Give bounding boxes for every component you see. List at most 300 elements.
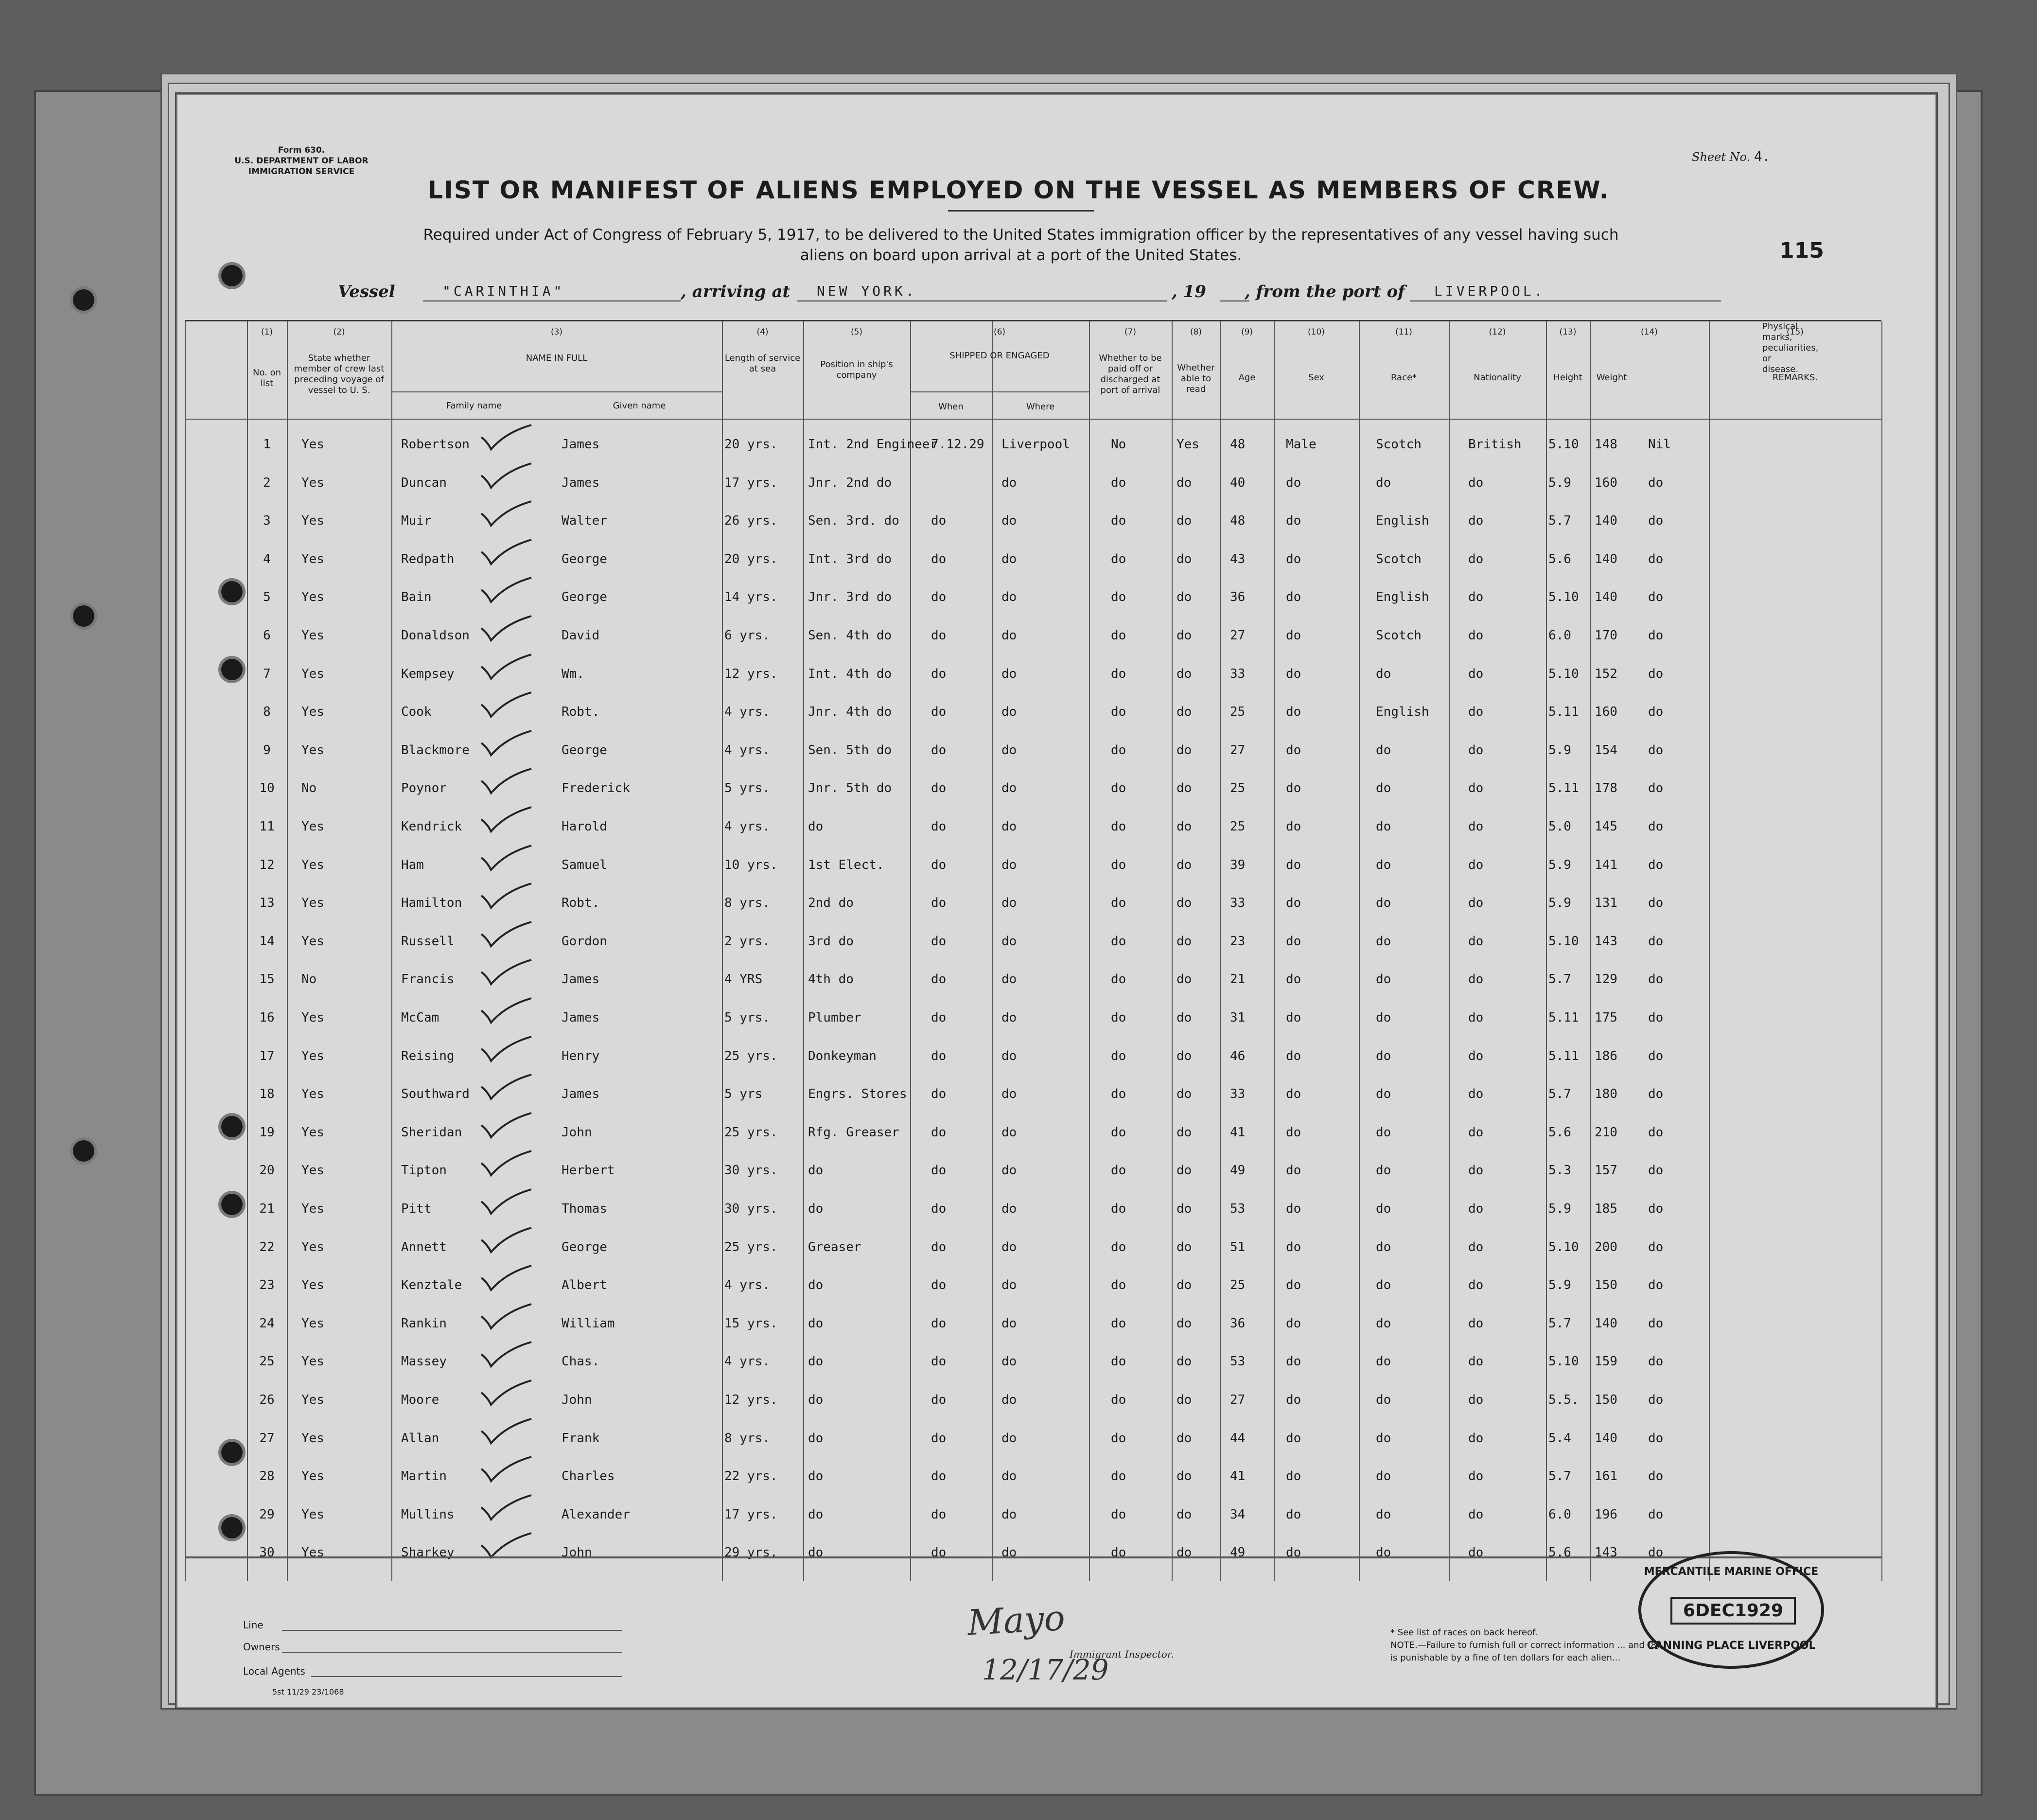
cell-family: Tipton xyxy=(401,1163,447,1178)
cell-nationality: British xyxy=(1468,437,1522,452)
cell-nationality: do xyxy=(1468,1545,1484,1560)
cell-nationality: do xyxy=(1468,666,1484,681)
cell-height: 5.10 xyxy=(1548,590,1579,605)
cell-when: do xyxy=(931,1354,947,1369)
cell-paid: do xyxy=(1111,513,1126,529)
cell-paid: do xyxy=(1111,1278,1126,1293)
cell-when: do xyxy=(931,934,947,949)
cell-paid: do xyxy=(1111,934,1126,949)
column-number: (15) xyxy=(1787,327,1804,337)
cell-race: do xyxy=(1376,972,1391,987)
name-subheader-rule xyxy=(391,391,722,392)
punch-hole xyxy=(73,1140,94,1162)
header-remarks: REMARKS. xyxy=(1772,372,1818,383)
header-when: When xyxy=(938,402,964,412)
cell-family: Muir xyxy=(401,513,432,529)
cell-position: Sen. 4th do xyxy=(808,628,892,643)
table-row xyxy=(185,580,1881,616)
cell-family: Poynor xyxy=(401,781,447,796)
cell-when: do xyxy=(931,590,947,605)
check-mark-icon xyxy=(479,1225,532,1255)
cell-height: 5.5. xyxy=(1548,1393,1579,1407)
cell-race: Scotch xyxy=(1376,628,1422,643)
cell-marks: do xyxy=(1648,628,1664,643)
cell-read: do xyxy=(1177,513,1192,529)
cell-when: do xyxy=(931,1393,947,1407)
cell-no: 15 xyxy=(259,972,275,987)
cell-where: do xyxy=(1001,1354,1017,1369)
cell-marks: do xyxy=(1648,1545,1664,1560)
check-mark-icon xyxy=(479,537,532,566)
cell-read: do xyxy=(1177,1048,1192,1063)
cell-length: 20 yrs. xyxy=(724,551,778,566)
cell-read: do xyxy=(1177,1239,1192,1255)
cell-where: do xyxy=(1001,1048,1017,1063)
subtitle-line-1: Required under Act of Congress of February 5, 1917, to be delivered to the United States immigration officer by the representatives of any vessel having such xyxy=(423,226,1619,244)
cell-sex: do xyxy=(1286,1087,1301,1102)
sheet-number xyxy=(1692,148,1771,164)
header-weight: Weight xyxy=(1596,372,1627,383)
cell-member: Yes xyxy=(301,1469,324,1484)
cell-read: do xyxy=(1177,819,1192,834)
cell-paid: do xyxy=(1111,742,1126,758)
cell-sex: do xyxy=(1286,1469,1301,1484)
cell-sex: do xyxy=(1286,1316,1301,1331)
cell-given: George xyxy=(562,551,607,566)
cell-length: 12 yrs. xyxy=(724,666,778,681)
cell-no: 8 xyxy=(263,705,271,720)
cell-member: Yes xyxy=(301,1239,324,1255)
cell-position: 1st Elect. xyxy=(808,857,884,872)
cell-no: 4 xyxy=(263,551,271,566)
cell-no: 22 xyxy=(259,1239,275,1255)
cell-read: do xyxy=(1177,742,1192,758)
cell-height: 5.10 xyxy=(1548,1239,1579,1255)
cell-sex: do xyxy=(1286,513,1301,529)
cell-position: do xyxy=(808,1278,824,1293)
cell-length: 4 yrs. xyxy=(724,742,770,758)
cell-sex: do xyxy=(1286,705,1301,720)
cell-position: do xyxy=(808,1545,824,1560)
year-label: , 19 xyxy=(1172,282,1206,301)
cell-where: do xyxy=(1001,1431,1017,1446)
cell-when: do xyxy=(931,742,947,758)
cell-sex: do xyxy=(1286,1163,1301,1178)
cell-weight: 140 xyxy=(1595,1316,1617,1331)
cell-weight: 170 xyxy=(1595,628,1617,643)
cell-age: 44 xyxy=(1230,1431,1246,1446)
cell-where: Liverpool xyxy=(1001,437,1070,452)
cell-sex: do xyxy=(1286,1278,1301,1293)
cell-length: 8 yrs. xyxy=(724,896,770,911)
form-department: U.S. DEPARTMENT OF LABOR xyxy=(234,156,369,166)
cell-paid: do xyxy=(1111,1048,1126,1063)
cell-where: do xyxy=(1001,513,1017,529)
cell-no: 14 xyxy=(259,934,275,949)
cell-member: Yes xyxy=(301,513,324,529)
cell-paid: do xyxy=(1111,1316,1126,1331)
check-mark-icon xyxy=(479,423,532,452)
cell-length: 25 yrs. xyxy=(724,1125,778,1140)
cell-position: Greaser xyxy=(808,1239,861,1255)
table-row xyxy=(185,1192,1881,1228)
cell-where: do xyxy=(1001,1239,1017,1255)
table-bottom-rule xyxy=(185,1556,1881,1558)
cell-height: 6.0 xyxy=(1548,1507,1571,1522)
cell-read: do xyxy=(1177,1278,1192,1293)
cell-length: 22 yrs. xyxy=(724,1469,778,1484)
cell-height: 5.6 xyxy=(1548,1125,1571,1140)
table-row xyxy=(185,1536,1881,1572)
cell-marks: do xyxy=(1648,1316,1664,1331)
cell-length: 4 yrs. xyxy=(724,705,770,720)
cell-no: 6 xyxy=(263,628,271,643)
cell-age: 33 xyxy=(1230,666,1246,681)
cell-marks: do xyxy=(1648,857,1664,872)
check-mark-icon xyxy=(479,1187,532,1216)
cell-read: do xyxy=(1177,475,1192,490)
cell-paid: do xyxy=(1111,1545,1126,1560)
cell-given: Herbert xyxy=(562,1163,615,1178)
cell-given: Henry xyxy=(562,1048,600,1063)
cell-given: James xyxy=(562,1010,600,1025)
column-number: (2) xyxy=(333,327,345,337)
cell-position: Jnr. 4th do xyxy=(808,705,892,720)
cell-nationality: do xyxy=(1468,1202,1484,1216)
cell-family: Hamilton xyxy=(401,896,462,911)
cell-race: do xyxy=(1376,1316,1391,1331)
line-label: Line xyxy=(243,1619,263,1631)
table-row xyxy=(185,427,1881,463)
cell-when: do xyxy=(931,1125,947,1140)
sheet-number-value: 4. xyxy=(1754,148,1771,164)
table-row xyxy=(185,1344,1881,1380)
cell-when: do xyxy=(931,1202,947,1216)
cell-nationality: do xyxy=(1468,1316,1484,1331)
cell-weight: 154 xyxy=(1595,742,1617,758)
cell-position: Donkeyman xyxy=(808,1048,877,1063)
check-mark-icon xyxy=(479,957,532,987)
cell-where: do xyxy=(1001,781,1017,796)
cell-weight: 185 xyxy=(1595,1202,1617,1216)
cell-race: do xyxy=(1376,857,1391,872)
cell-race: do xyxy=(1376,1163,1391,1178)
cell-member: Yes xyxy=(301,1048,324,1063)
arriving-port: NEW YORK. xyxy=(817,283,917,299)
cell-when: do xyxy=(931,1048,947,1063)
cell-read: do xyxy=(1177,628,1192,643)
cell-paid: do xyxy=(1111,972,1126,987)
sheet-number-label: Sheet No. xyxy=(1692,150,1751,164)
cell-nationality: do xyxy=(1468,705,1484,720)
cell-no: 12 xyxy=(259,857,275,872)
cell-height: 5.9 xyxy=(1548,896,1571,911)
cell-read: do xyxy=(1177,1087,1192,1102)
cell-marks: do xyxy=(1648,475,1664,490)
cell-weight: 140 xyxy=(1595,551,1617,566)
cell-marks: do xyxy=(1648,1010,1664,1025)
cell-paid: do xyxy=(1111,1431,1126,1446)
cell-nationality: do xyxy=(1468,628,1484,643)
cell-family: Kendrick xyxy=(401,819,462,834)
punch-hole xyxy=(73,289,94,311)
header-length: Length of service at sea xyxy=(724,353,801,374)
cell-given: William xyxy=(562,1316,615,1331)
cell-no: 20 xyxy=(259,1163,275,1178)
table-row xyxy=(185,1383,1881,1419)
cell-paid: do xyxy=(1111,1125,1126,1140)
cell-when: do xyxy=(931,1316,947,1331)
cell-given: Gordon xyxy=(562,934,607,949)
cell-where: do xyxy=(1001,896,1017,911)
cell-where: do xyxy=(1001,1010,1017,1025)
from-port: LIVERPOOL. xyxy=(1434,283,1545,299)
cell-no: 25 xyxy=(259,1354,275,1369)
cell-race: do xyxy=(1376,666,1391,681)
cell-sex: do xyxy=(1286,1393,1301,1407)
cell-read: do xyxy=(1177,1163,1192,1178)
cell-height: 5.7 xyxy=(1548,1469,1571,1484)
stamp-date: 6DEC1929 xyxy=(1670,1597,1796,1625)
cell-read: do xyxy=(1177,934,1192,949)
cell-family: Redpath xyxy=(401,551,455,566)
cell-read: do xyxy=(1177,590,1192,605)
check-mark-icon xyxy=(479,1378,532,1407)
cell-weight: 131 xyxy=(1595,896,1617,911)
cell-given: Thomas xyxy=(562,1202,607,1216)
cell-length: 25 yrs. xyxy=(724,1239,778,1255)
cell-family: Allan xyxy=(401,1431,439,1446)
cell-position: Int. 3rd do xyxy=(808,551,892,566)
header-name: NAME IN FULL xyxy=(526,353,588,363)
cell-weight: 186 xyxy=(1595,1048,1617,1063)
cell-length: 12 yrs. xyxy=(724,1393,778,1407)
cell-paid: do xyxy=(1111,1469,1126,1484)
cell-where: do xyxy=(1001,1125,1017,1140)
check-mark-icon xyxy=(479,996,532,1025)
cell-race: do xyxy=(1376,1010,1391,1025)
check-mark-icon xyxy=(479,1531,532,1560)
cell-where: do xyxy=(1001,705,1017,720)
cell-race: do xyxy=(1376,934,1391,949)
cell-given: Robt. xyxy=(562,705,600,720)
cell-race: English xyxy=(1376,513,1429,529)
cell-age: 40 xyxy=(1230,475,1246,490)
owners-label: Owners xyxy=(243,1641,280,1653)
cell-member: No xyxy=(301,781,317,796)
cell-read: do xyxy=(1177,1202,1192,1216)
cell-no: 9 xyxy=(263,742,271,758)
cell-race: do xyxy=(1376,1239,1391,1255)
cell-race: do xyxy=(1376,1393,1391,1407)
header-position: Position in ship's company xyxy=(820,359,893,380)
cell-member: Yes xyxy=(301,1163,324,1178)
cell-member: Yes xyxy=(301,1545,324,1560)
cell-family: Rankin xyxy=(401,1316,447,1331)
cell-length: 26 yrs. xyxy=(724,513,778,529)
cell-family: Moore xyxy=(401,1393,439,1407)
cell-position: do xyxy=(808,819,824,834)
table-row xyxy=(185,1001,1881,1037)
cell-height: 5.11 xyxy=(1548,781,1579,796)
cell-length: 10 yrs. xyxy=(724,857,778,872)
cell-family: Southward xyxy=(401,1087,470,1102)
cell-read: do xyxy=(1177,1354,1192,1369)
cell-no: 28 xyxy=(259,1469,275,1484)
cell-sex: do xyxy=(1286,1239,1301,1255)
cell-race: do xyxy=(1376,1507,1391,1522)
cell-family: Bain xyxy=(401,590,432,605)
cell-family: McCam xyxy=(401,1010,439,1025)
cell-sex: do xyxy=(1286,1048,1301,1063)
cell-sex: do xyxy=(1286,628,1301,643)
header-race: Race* xyxy=(1390,372,1417,383)
cell-weight: 150 xyxy=(1595,1393,1617,1407)
check-mark-icon xyxy=(479,1340,532,1369)
form-service: IMMIGRATION SERVICE xyxy=(248,167,355,177)
header-member: State whether member of crew last preceding voyage of vessel to U. S. xyxy=(294,353,385,395)
cell-age: 46 xyxy=(1230,1048,1246,1063)
cell-weight: 180 xyxy=(1595,1087,1617,1102)
cell-length: 4 YRS xyxy=(724,972,763,987)
cell-weight: 159 xyxy=(1595,1354,1617,1369)
cell-paid: do xyxy=(1111,705,1126,720)
cell-length: 4 yrs. xyxy=(724,1278,770,1293)
table-row xyxy=(185,1115,1881,1151)
inspector-signature: Mayo xyxy=(966,1597,1066,1643)
cell-marks: do xyxy=(1648,742,1664,758)
cell-height: 5.9 xyxy=(1548,857,1571,872)
title-underline xyxy=(948,210,1094,212)
cell-given: David xyxy=(562,628,600,643)
cell-given: Alexander xyxy=(562,1507,630,1522)
column-number: (4) xyxy=(756,327,769,337)
column-number: (10) xyxy=(1308,327,1325,337)
column-number: (6) xyxy=(993,327,1006,337)
cell-read: do xyxy=(1177,705,1192,720)
cell-weight: 175 xyxy=(1595,1010,1617,1025)
check-mark-icon xyxy=(479,690,532,719)
table-row xyxy=(185,1153,1881,1189)
cell-position: do xyxy=(808,1507,824,1522)
cell-member: Yes xyxy=(301,819,324,834)
cell-age: 27 xyxy=(1230,742,1246,758)
check-mark-icon xyxy=(479,1302,532,1331)
cell-height: 5.7 xyxy=(1548,1087,1571,1102)
cell-length: 25 yrs. xyxy=(724,1048,778,1063)
cell-family: Martin xyxy=(401,1469,447,1484)
from-label: , from the port of xyxy=(1245,282,1405,301)
cell-read: do xyxy=(1177,972,1192,987)
column-number: (9) xyxy=(1241,327,1253,337)
cell-given: Frederick xyxy=(562,781,630,796)
cell-read: do xyxy=(1177,1010,1192,1025)
header-shipped: SHIPPED OR ENGAGED xyxy=(949,351,1050,361)
cell-age: 53 xyxy=(1230,1354,1246,1369)
cell-position: Sen. 3rd. do xyxy=(808,513,899,529)
cell-position: do xyxy=(808,1354,824,1369)
cell-no: 16 xyxy=(259,1010,275,1025)
cell-read: do xyxy=(1177,1507,1192,1522)
cell-race: do xyxy=(1376,475,1391,490)
table-row xyxy=(185,695,1881,731)
cell-weight: 140 xyxy=(1595,513,1617,529)
cell-paid: do xyxy=(1111,628,1126,643)
cell-member: No xyxy=(301,972,317,987)
cell-paid: do xyxy=(1111,1354,1126,1369)
cell-weight: 157 xyxy=(1595,1163,1617,1178)
agents-rule xyxy=(311,1676,622,1677)
cell-paid: do xyxy=(1111,857,1126,872)
cell-family: Sharkey xyxy=(401,1545,455,1560)
cell-given: John xyxy=(562,1545,592,1560)
cell-no: 18 xyxy=(259,1087,275,1102)
cell-member: Yes xyxy=(301,666,324,681)
cell-when: do xyxy=(931,513,947,529)
check-mark-icon xyxy=(479,843,532,872)
cell-marks: do xyxy=(1648,934,1664,949)
cell-age: 23 xyxy=(1230,934,1246,949)
cell-position: do xyxy=(808,1431,824,1446)
cell-height: 5.10 xyxy=(1548,666,1579,681)
cell-race: Scotch xyxy=(1376,551,1422,566)
cell-given: Walter xyxy=(562,513,607,529)
cell-paid: do xyxy=(1111,590,1126,605)
check-mark-icon xyxy=(479,1111,532,1140)
cell-race: Scotch xyxy=(1376,437,1422,452)
cell-no: 17 xyxy=(259,1048,275,1063)
header-bottom-rule xyxy=(185,419,1881,420)
cell-marks: do xyxy=(1648,781,1664,796)
cell-no: 13 xyxy=(259,896,275,911)
cell-age: 25 xyxy=(1230,1278,1246,1293)
cell-given: James xyxy=(562,972,600,987)
cell-no: 26 xyxy=(259,1393,275,1407)
cell-marks: do xyxy=(1648,705,1664,720)
cell-marks: do xyxy=(1648,551,1664,566)
table-row xyxy=(185,886,1881,922)
cell-member: Yes xyxy=(301,590,324,605)
cell-nationality: do xyxy=(1468,475,1484,490)
cell-where: do xyxy=(1001,934,1017,949)
cell-where: do xyxy=(1001,1316,1017,1331)
cell-given: Robt. xyxy=(562,896,600,911)
cell-height: 5.9 xyxy=(1548,1202,1571,1216)
cell-height: 5.6 xyxy=(1548,1545,1571,1560)
cell-where: do xyxy=(1001,1393,1017,1407)
cell-length: 20 yrs. xyxy=(724,437,778,452)
cell-member: Yes xyxy=(301,475,324,490)
page-number: 115 xyxy=(1779,238,1824,263)
cell-height: 5.11 xyxy=(1548,1048,1579,1063)
cell-sex: do xyxy=(1286,1545,1301,1560)
cell-age: 36 xyxy=(1230,1316,1246,1331)
cell-read: do xyxy=(1177,1545,1192,1560)
vessel-name: "CARINTHIA" xyxy=(442,283,565,299)
cell-sex: do xyxy=(1286,781,1301,796)
cell-length: 17 yrs. xyxy=(724,1507,778,1522)
cell-nationality: do xyxy=(1468,1010,1484,1025)
check-mark-icon xyxy=(479,652,532,681)
cell-marks: do xyxy=(1648,1469,1664,1484)
cell-member: Yes xyxy=(301,1010,324,1025)
cell-nationality: do xyxy=(1468,1507,1484,1522)
cell-read: do xyxy=(1177,1393,1192,1407)
cell-marks: Nil xyxy=(1648,437,1671,452)
table-row xyxy=(185,1459,1881,1495)
manifest-table: (1) (2) (3) (4) (5) (6) (7) (8) (9) (10) (11) (12) (13) (14) (15) No. on list State whether member of crew last preceding voyage of vessel to U. S. NAME IN FULL Family name Given name Length of service at sea Position in ship's company SHIPPED OR ENGAGED When Where Whether to be paid off or discharged at port of arrival Whether able to read Age Sex Race* Nationality Height Weight Physical marks, peculiarities, or disease. REMARKS. 1 Yes Robertson James 20 yrs. Int. 2nd Engineer 7.12.29 Liverpool No Yes 48 Male Scotch British 5.10 148 Nil 2 Yes Duncan James 17 yrs. Jnr. 2nd do do do do 40 do do do 5.9 160 do 3 Yes Muir Walter 26 yrs. Sen. 3rd. do do do do do 48 do English do 5.7 140 do 4 Yes Redpath George 20 yrs. Int. 3rd do do do do do 43 do Scotch do 5.6 140 do 5 Yes Bain George 14 yrs. Jnr. 3rd do do do do do 36 do English do 5.10 140 do 6 Yes Donaldson David 6 yrs. Sen. 4th do do do do do 27 do Scotch do 6.0 170 do 7 Yes Kempsey Wm. 12 yrs. Int. 4th do do do do do 33 do do do 5.10 152 do 8 Yes Cook Robt. 4 yrs. Jnr. 4th do do do do do 25 do English do 5.11 160 do 9 Yes Blackmore George 4 yrs. Sen. 5th do do do do do 27 do do do 5.9 154 do 10 No Poynor Frederick 5 yrs. Jnr. 5th do do do do do 25 do do do 5.11 178 do 11 Yes Kendrick Harold 4 yrs. do do do do do 25 do do do 5.0 145 do 12 Yes Ham Samuel 10 yrs. 1st Elect. do do do do 39 do do do 5.9 141 do 13 Yes Hamilton Robt. 8 yrs. 2nd do do do do do 33 do do do 5.9 131 do 14 Yes Russell Gordon 2 yrs. 3rd do do do do do 23 do do do 5.10 143 do 15 No Francis James 4 YRS 4th do do do do do 21 do do do 5.7 129 do 16 Yes McCam James 5 yrs. Plumber do do do do 31 do do do 5.11 175 do 17 Yes Reising Henry 25 yrs. Donkeyman do do do do 46 do do do 5.11 186 do 18 Yes Southward James 5 yrs Engrs. Stores do do do do 33 do do do 5.7 180 do 19 Yes Sheridan John 25 yrs. Rfg. Greaser do do do do 41 do do do 5.6 210 do 20 Yes Tipton Herbert 30 yrs. do do do do do 49 do do do 5.3 157 do 21 Yes Pitt Thomas 30 yrs. do do do do do 53 do do do 5.9 185 do 22 Yes Annett George 25 yrs. Greaser do do do do 51 do do do 5.10 200 do 23 Yes Kenztale Albert 4 yrs. do do do do do 25 do do do 5.9 150 do 24 Yes Rankin William 15 yrs. do do do do do 36 do do do 5.7 140 do 25 Yes Massey Chas. 4 yrs. do do do do do 53 do do do 5.10 159 do 26 Yes Moore John 12 yrs. do do do do do 27 do do do 5.5. 150 do 27 Yes Allan Frank 8 yrs. do do do do do 44 do do do 5.4 140 do 28 Yes Martin Charles 22 yrs. do do do do do 41 do do do 5.7 161 do 29 Yes Mullins Alexander 17 yrs. do do do do do 34 do do do 6.0 196 do 30 Yes Sharkey John 29 yrs. do do do do do 49 do do do 5.6 143 do xyxy=(185,320,1881,1581)
cell-nationality: do xyxy=(1468,781,1484,796)
